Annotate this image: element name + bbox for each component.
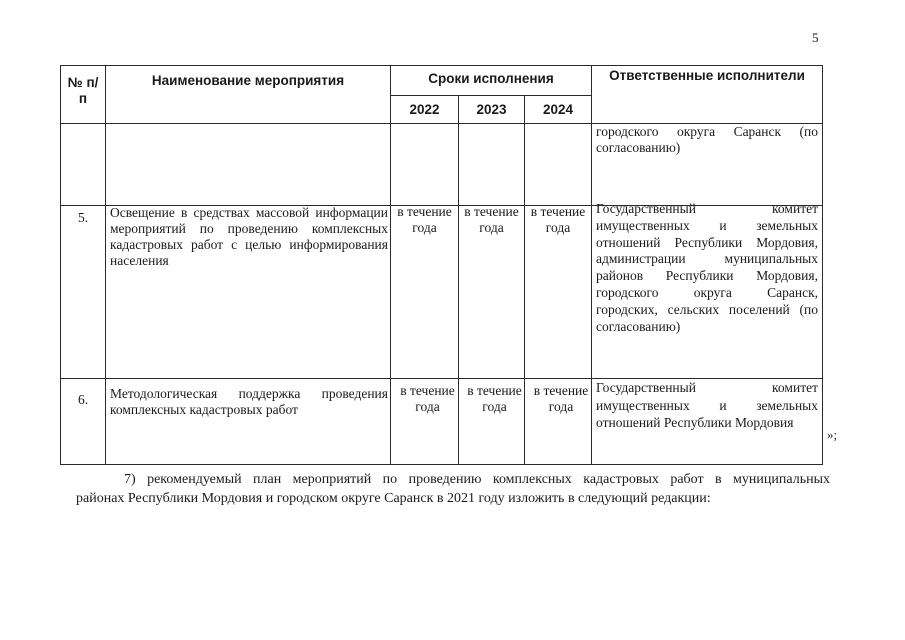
header-deadlines: Сроки исполнения [428, 71, 554, 86]
row-5-responsible: Государственный комитет имущественных и земельных отношений Республики Мордовия, администрации муниципальных районов Республики Мордовия, городского округа Саранск, городских, сельских поселений (по согласованию) [596, 201, 818, 334]
paragraph-7-line-1: 7) рекомендуемый план мероприятий по проведению комплексных кадастровых работ в муниципальных [124, 472, 830, 487]
header-responsible: Ответственные исполнители [609, 68, 805, 83]
row-6-responsible: Государственный комитет имущественных и земельных отношений Республики Мордовия [596, 380, 818, 430]
table-row-continuation-responsible: городского округа Саранск (по согласованию) [596, 124, 818, 155]
row-6-2024: в течение года [533, 383, 589, 414]
header-year-2022: 2022 [409, 102, 440, 117]
header-number: № п/п [67, 75, 99, 106]
closing-quote: »; [827, 427, 838, 442]
measures-table [60, 65, 823, 465]
header-year-2023: 2023 [476, 102, 507, 117]
paragraph-7-line-2: районах Республики Мордовия и городском округе Саранск в 2021 году изложить в следующий редакции: [76, 491, 711, 506]
row-6-2023: в течение года [467, 383, 522, 414]
row-5-number: 5. [77, 210, 89, 225]
row-6-measure-name: Методологическая поддержка проведения комплексных кадастровых работ [110, 386, 388, 417]
row-6-2022: в течение года [400, 383, 455, 414]
row-6-number: 6. [77, 392, 89, 407]
header-year-2024: 2024 [542, 102, 574, 117]
row-5-measure-name: Освещение в средствах массовой информации мероприятий по проведению комплексных кадастровых работ с целью информирования населения [110, 205, 388, 268]
row-5-2022: в течение года [397, 204, 452, 235]
row-5-2023: в течение года [464, 204, 519, 235]
paragraph-7 [76, 470, 830, 508]
row-5-2024: в течение года [530, 204, 586, 235]
page-number: 5 [812, 30, 819, 45]
header-measure-name: Наименование мероприятия [151, 73, 345, 88]
